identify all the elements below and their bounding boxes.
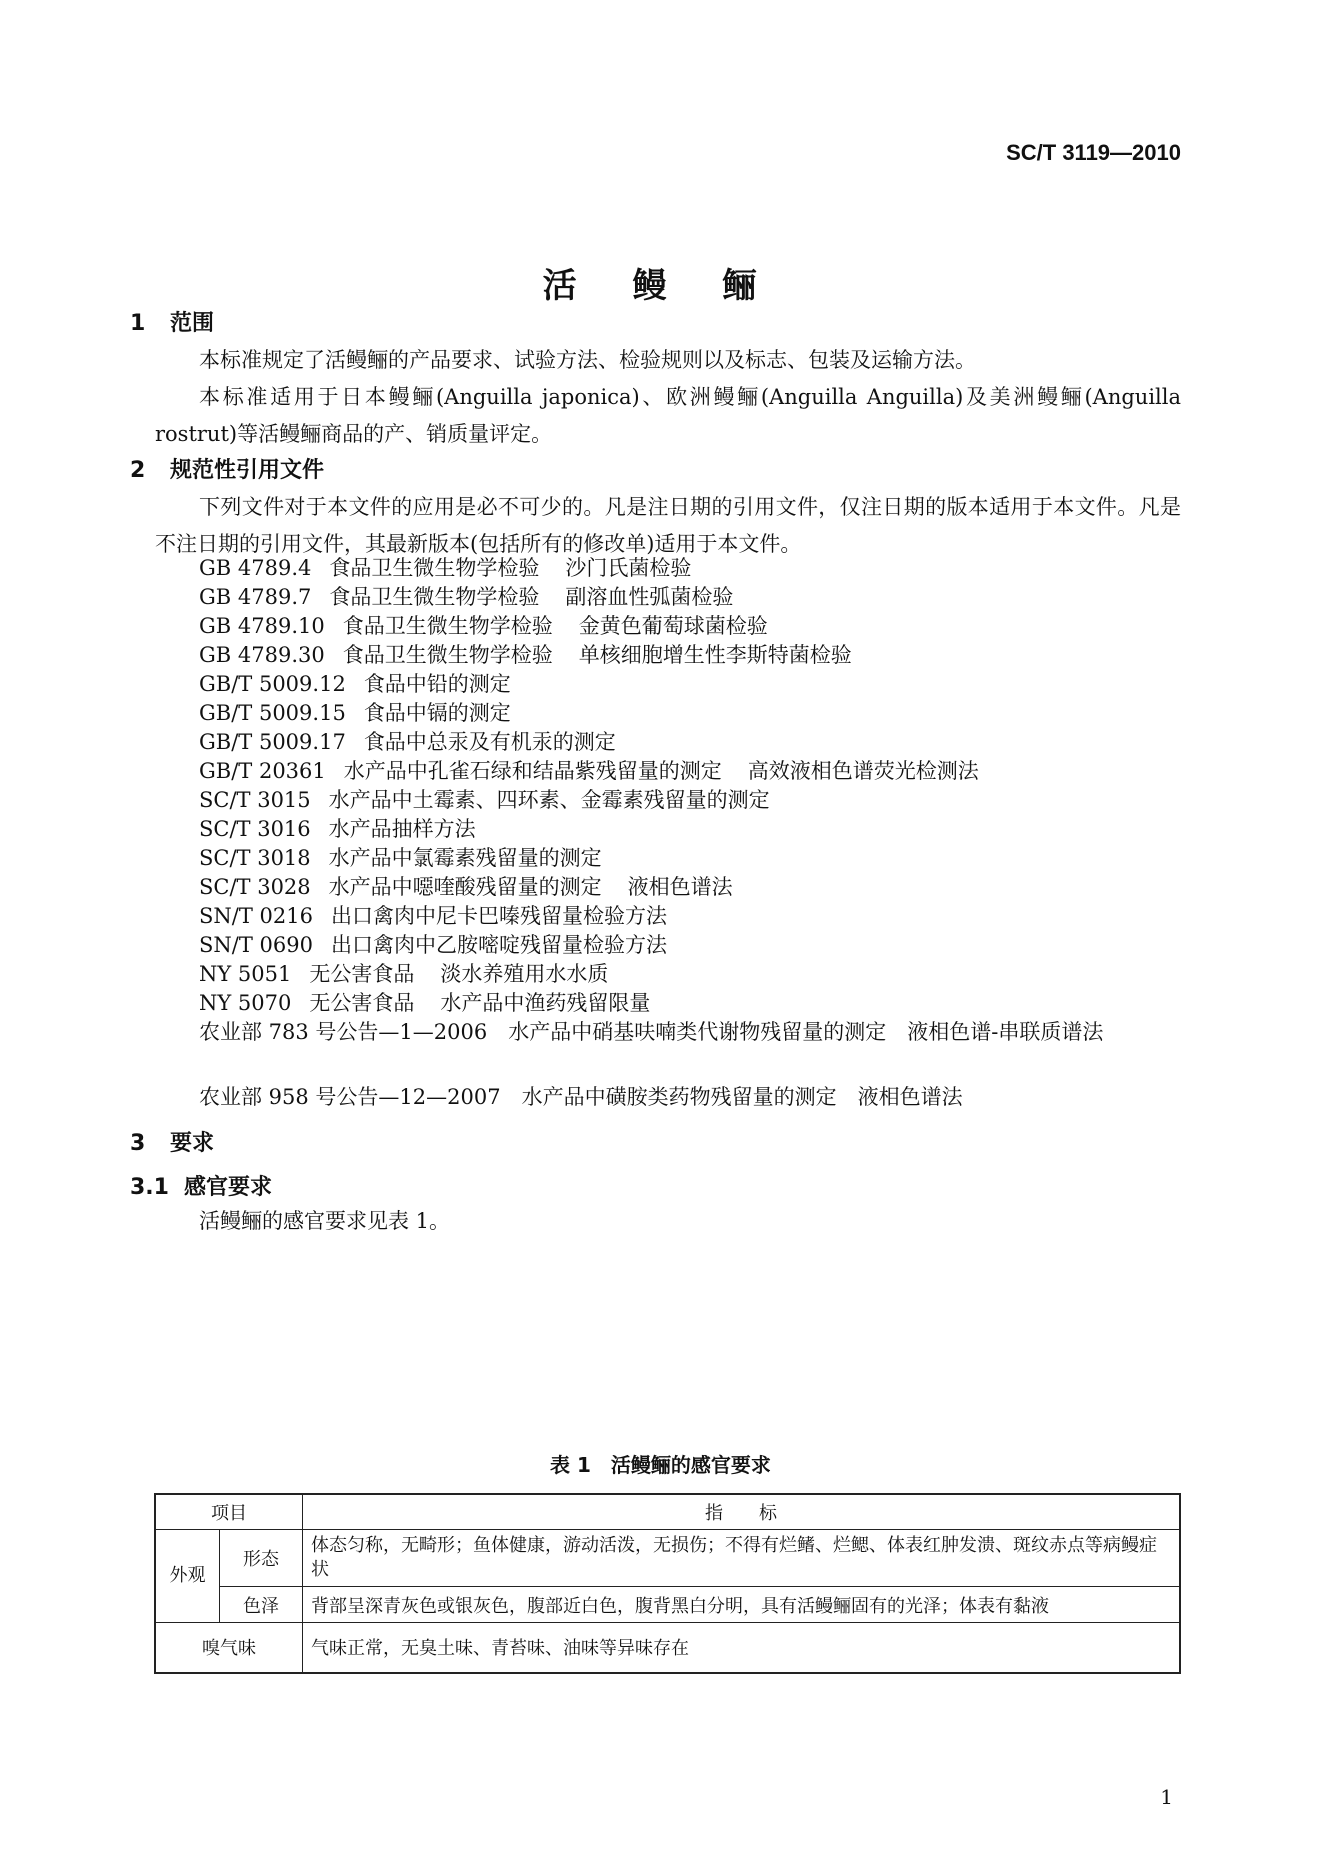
ref-item: GB/T 5009.15 食品中镉的测定 [199,701,511,725]
standard-code: SC/T 3119—2010 [1006,140,1181,165]
section-3-number: 3 [130,1131,146,1156]
table-row-label: 嗅气味 [155,1623,303,1673]
section-3-1-heading [130,1170,272,1201]
section-1-para-2: 本标准适用于日本鳗鲡(Anguilla japonica)、欧洲鳗鲡(Anguilla Anguilla)及美洲鳗鲡(Anguilla rostrut)等活鳗鲡商品的产、销质量评定。 [155,385,1181,446]
ref-item: SC/T 3018 水产品中氯霉素残留量的测定 [199,846,602,870]
section-2-para-1: 下列文件对于本文件的应用是必不可少的。凡是注日期的引用文件，仅注日期的版本适用于本文件。凡是不注日期的引用文件，其最新版本(包括所有的修改单)适用于本文件。 [155,495,1181,556]
ref-item: GB/T 5009.12 食品中铅的测定 [199,672,511,696]
ref-item: SC/T 3016 水产品抽样方法 [199,817,476,841]
table-1-caption: 表 1 活鳗鲡的感官要求 [550,1453,771,1477]
ref-item-long-1: 农业部 783 号公告—1—2006 水产品中硝基呋喃类代谢物残留量的测定 液相色谱-串联质谱法 [199,1020,1104,1044]
page-number: 1 [1160,1785,1173,1809]
ref-item: GB/T 20361 水产品中孔雀石绿和结晶紫残留量的测定 高效液相色谱荧光检测法 [199,759,979,783]
ref-item: GB 4789.10 食品卫生微生物学检验 金黄色葡萄球菌检验 [199,614,768,638]
table-1 [154,1493,1181,1674]
ref-item: SN/T 0216 出口禽肉中尼卡巴嗪残留量检验方法 [199,904,667,928]
section-3-title: 要求 [170,1131,215,1156]
section-1-title: 范围 [170,311,215,336]
ref-item: GB 4789.30 食品卫生微生物学检验 单核细胞增生性李斯特菌检验 [199,643,852,667]
ref-item: NY 5051 无公害食品 淡水养殖用水水质 [199,962,609,986]
section-1-number: 1 [130,311,146,336]
table-row-text: 体态匀称，无畸形；鱼体健康，游动活泼，无损伤；不得有烂鳍、烂鳃、体表红肿发溃、斑纹赤点等病鳗症状 [303,1530,1181,1587]
section-1-para-1: 本标准规定了活鳗鲡的产品要求、试验方法、检验规则以及标志、包装及运输方法。 [199,348,976,372]
ref-item-long-2: 农业部 958 号公告—12—2007 水产品中磺胺类药物残留量的测定 液相色谱法 [199,1085,963,1109]
section-3-1-title: 感官要求 [184,1175,273,1200]
section-2-heading [130,453,324,484]
ref-item: SC/T 3028 水产品中噁喹酸残留量的测定 液相色谱法 [199,875,733,899]
section-2-title: 规范性引用文件 [170,458,325,483]
table-row-text: 背部呈深青灰色或银灰色，腹部近白色，腹背黑白分明，具有活鳗鲡固有的光泽；体表有黏液 [303,1587,1181,1623]
table-header-index: 指 标 [303,1494,1181,1530]
ref-item: GB 4789.4 食品卫生微生物学检验 沙门氏菌检验 [199,556,692,580]
table-group-appearance: 外观 [155,1530,220,1623]
section-3-1-number: 3.1 [130,1175,169,1200]
section-2-number: 2 [130,458,146,483]
section-3-heading [130,1126,214,1157]
table-row-label: 色泽 [220,1587,303,1623]
document-title: 活 鳗 鲡 [542,266,779,306]
section-1-heading [130,306,214,337]
ref-item: GB/T 5009.17 食品中总汞及有机汞的测定 [199,730,616,754]
ref-item: SN/T 0690 出口禽肉中乙胺嘧啶残留量检验方法 [199,933,667,957]
table-row-label: 形态 [220,1530,303,1587]
table-header-item: 项目 [155,1494,303,1530]
ref-item: SC/T 3015 水产品中土霉素、四环素、金霉素残留量的测定 [199,788,770,812]
ref-item: GB 4789.7 食品卫生微生物学检验 副溶血性弧菌检验 [199,585,734,609]
table-row-text: 气味正常，无臭土味、青苔味、油味等异味存在 [303,1623,1181,1673]
ref-item: NY 5070 无公害食品 水产品中渔药残留限量 [199,991,651,1015]
section-3-1-para: 活鳗鲡的感官要求见表 1。 [199,1209,451,1233]
